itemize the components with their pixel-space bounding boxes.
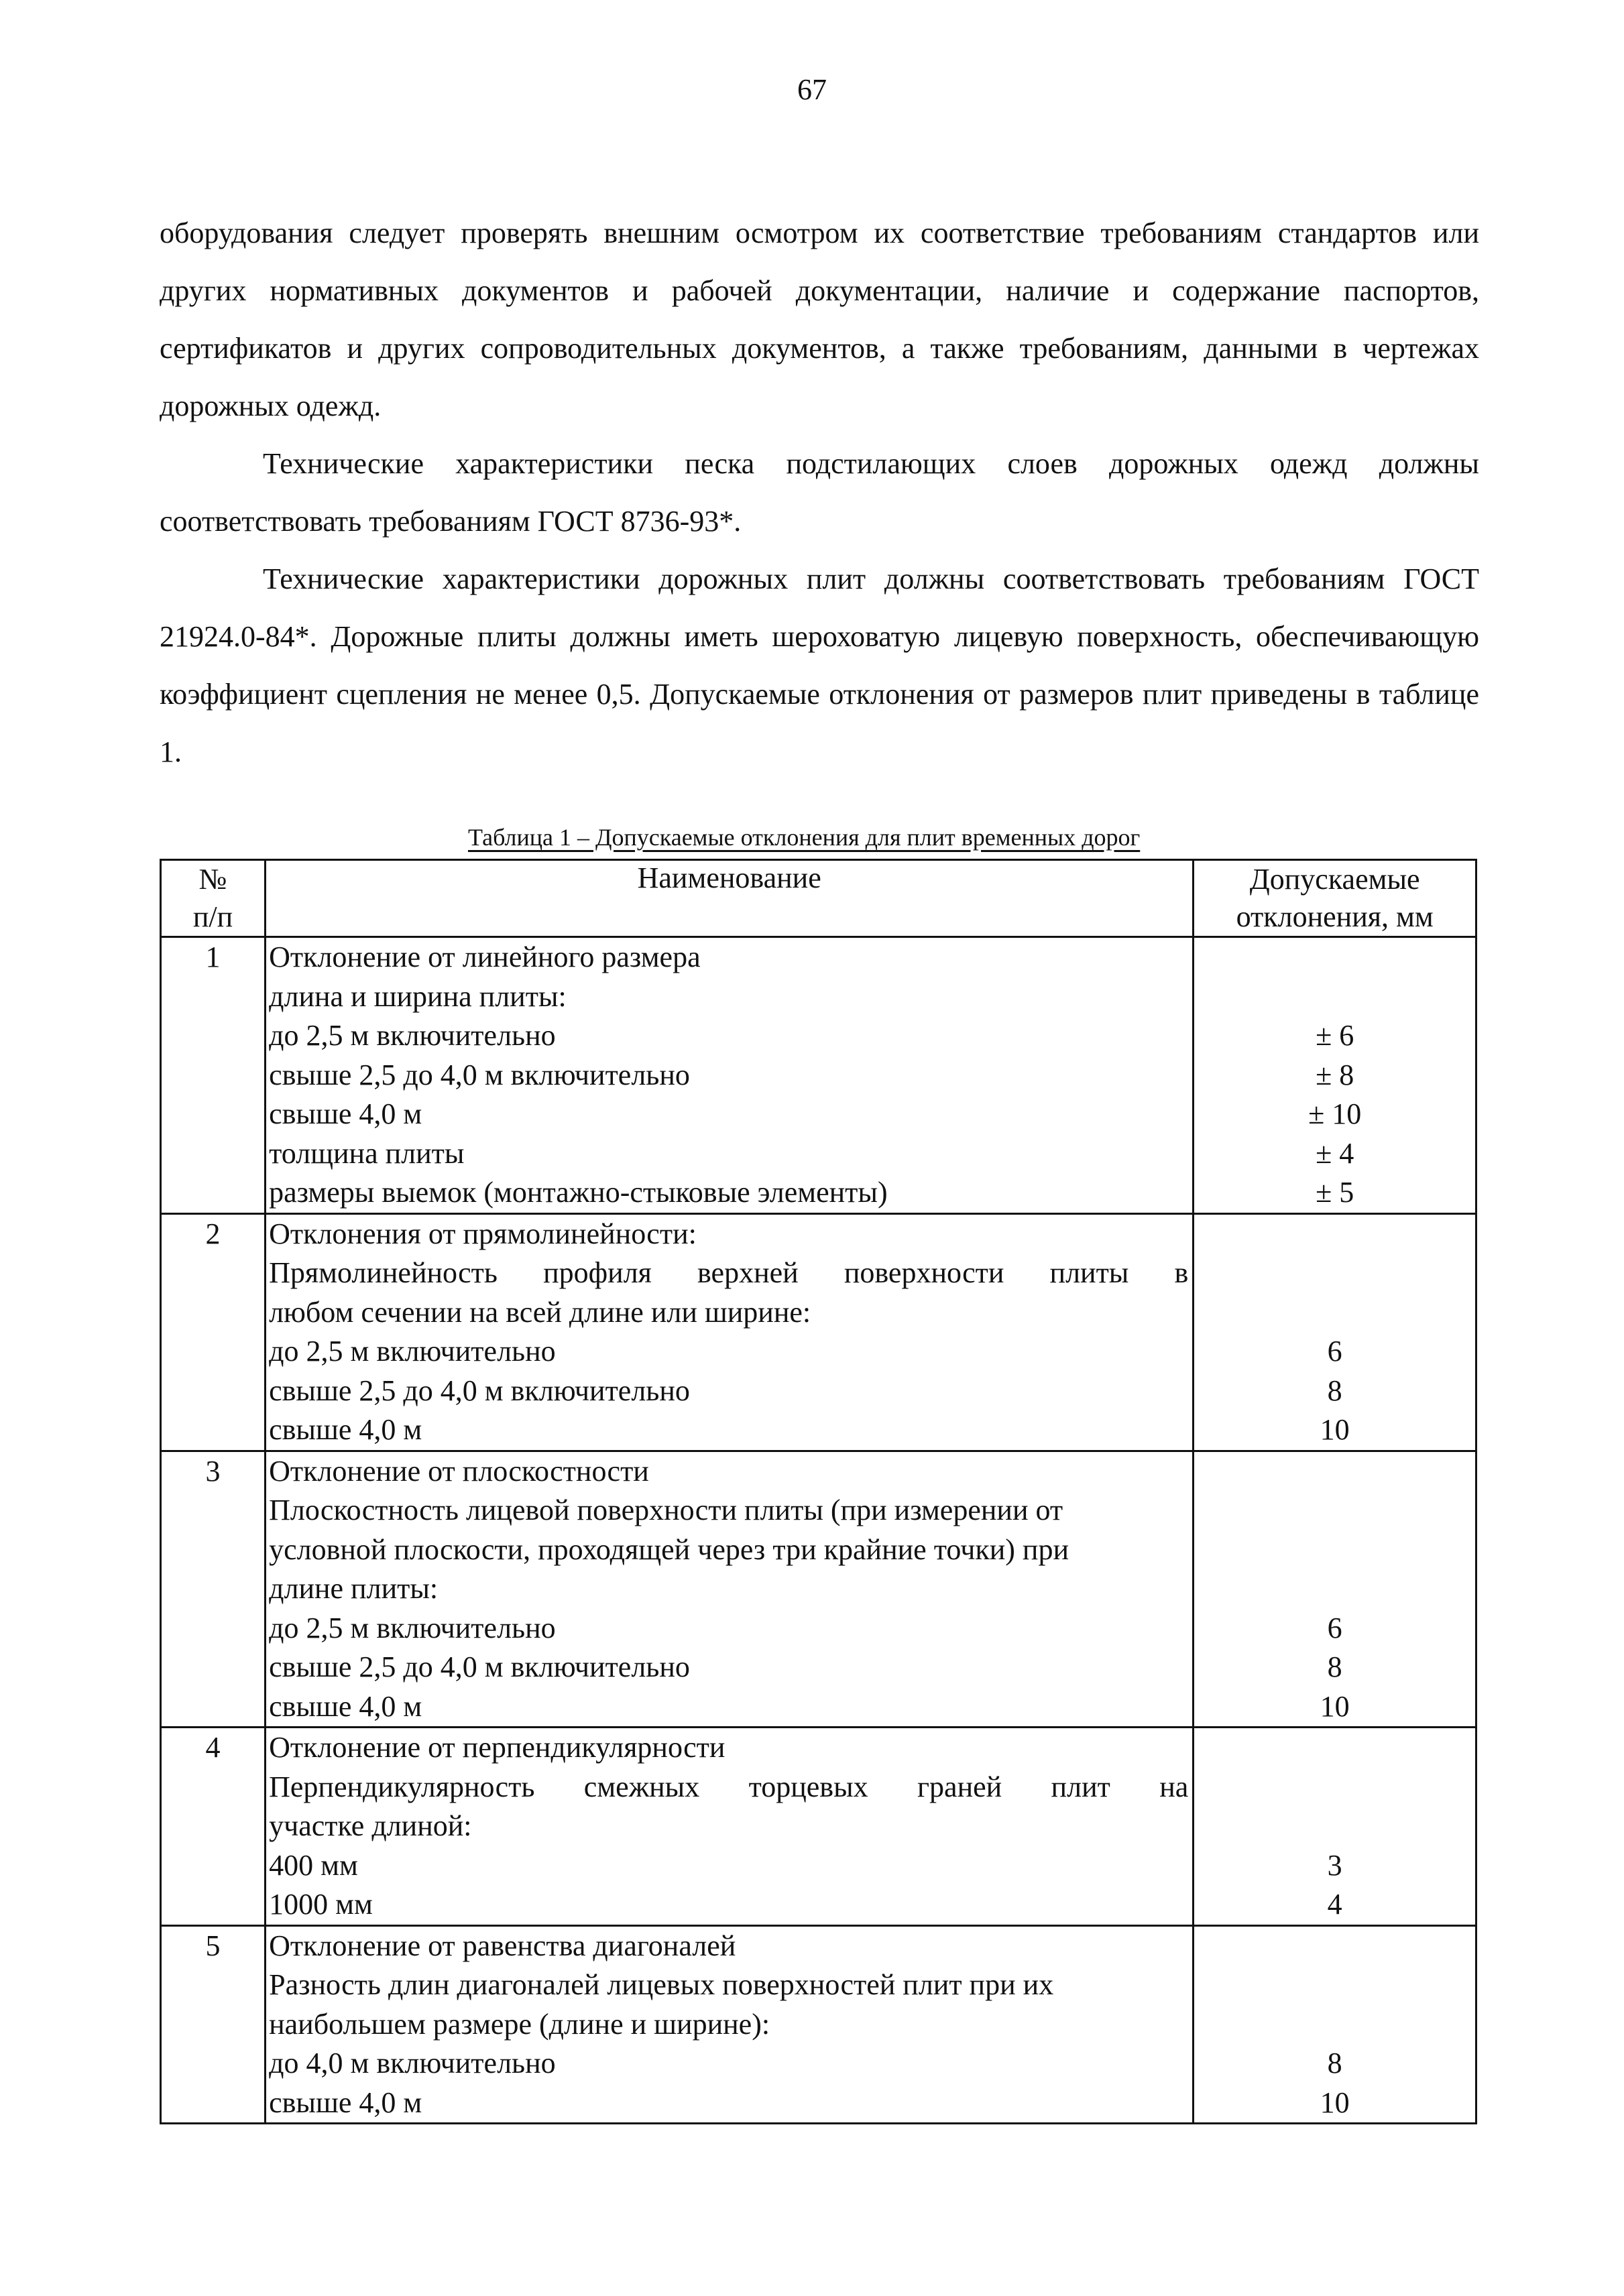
row-name-line: свыше 4,0 м: [269, 1689, 422, 1723]
row-value-line: [1194, 1491, 1475, 1530]
header-number-line1: №: [198, 863, 227, 896]
row-number: 3: [161, 1451, 266, 1728]
row-name-line: свыше 2,5 до 4,0 м включительно: [269, 1374, 690, 1407]
table-caption: Таблица 1 – Допускаемые отклонения для плит временных дорог: [468, 824, 1141, 851]
row-value-line: ± 5: [1316, 1176, 1354, 1209]
row-name-line: Прямолинейность профиля верхней поверхности плиты в: [269, 1256, 1189, 1289]
row-value-line: ± 8: [1316, 1058, 1354, 1091]
row-value-line: ± 4: [1316, 1136, 1354, 1170]
row-name-line: толщина плиты: [269, 1136, 465, 1170]
row-number: 5: [161, 1925, 266, 2124]
table-header-row: [161, 860, 1476, 937]
row-value-line: 10: [1320, 2086, 1350, 2119]
row-name-line: любом сечении на всей длине или ширине:: [269, 1295, 811, 1329]
row-value-line: 10: [1320, 1413, 1350, 1446]
row-name-line: Отклонение от равенства диагоналей: [269, 1929, 736, 1962]
row-value-cell: [1194, 1451, 1476, 1728]
paragraph: Технические характеристики дорожных плит должны соответствовать требованиям ГОСТ 21924.0-84*. Дорожные плиты должны иметь шероховатую лицевую поверхность, обеспечивающую коэффициент сцепления не менее 0,5. Допускаемые отклонения от размеров плит приведены в таблице 1.: [160, 562, 1479, 768]
header-value: [1194, 860, 1476, 937]
row-value-line: [1194, 1254, 1475, 1293]
row-value-line: 8: [1327, 1650, 1342, 1683]
row-name-line: до 4,0 м включительно: [269, 2047, 556, 2079]
row-name-line: Плоскостность лицевой поверхности плиты (при измерении от: [269, 1494, 1063, 1526]
row-name-line: участке длиной:: [269, 1809, 472, 1842]
row-name-cell: [266, 1213, 1194, 1451]
row-value-line: 6: [1327, 1335, 1342, 1368]
row-name-line: Перпендикулярность смежных торцевых граней плит на: [269, 1770, 1189, 1803]
row-value-line: [1194, 1569, 1475, 1609]
row-name-line: Отклонения от прямолинейности:: [269, 1217, 697, 1250]
header-number: [161, 860, 266, 937]
table-row: [161, 1213, 1476, 1451]
deviations-table: [160, 859, 1477, 2124]
row-value-line: [1194, 1293, 1475, 1333]
row-name-line: наибольшем размере (длине и ширине):: [269, 2007, 770, 2041]
paragraph: оборудования следует проверять внешним осмотром их соответствие требованиям стандартов или других нормативных документов и рабочей документации, наличие и содержание паспортов, сертификатов и других сопроводительных документов, а также требованиям, данными в чертежах дорожных одежд.: [160, 217, 1479, 422]
row-name-line: до 2,5 м включительно: [269, 1019, 556, 1052]
row-value-line: 10: [1320, 1689, 1350, 1723]
row-name-line: 400 мм: [269, 1848, 358, 1882]
row-name-line: длине плиты:: [269, 1572, 439, 1605]
row-name-cell: [266, 937, 1194, 1214]
paragraph: Технические характеристики песка подстилающих слоев дорожных одежд должны соответствовать требованиям ГОСТ 8736-93*.: [160, 447, 1479, 538]
row-number: 4: [161, 1728, 266, 1926]
row-name-line: длина и ширина плиты:: [269, 979, 567, 1013]
row-name-line: свыше 2,5 до 4,0 м включительно: [269, 1058, 690, 1091]
row-name-line: условной плоскости, проходящей через три крайние точки) при: [269, 1532, 1069, 1566]
row-value-line: [1194, 1452, 1475, 1492]
table-row: [161, 1925, 1476, 2124]
row-value-line: [1194, 977, 1475, 1017]
page-number: 67: [797, 73, 827, 106]
row-name-line: 1000 мм: [269, 1888, 373, 1921]
row-name-cell: [266, 1728, 1194, 1926]
header-value-line2: отклонения, мм: [1236, 900, 1434, 933]
row-value-line: [1194, 1768, 1475, 1807]
header-value-line1: Допускаемые: [1249, 863, 1420, 896]
row-value-line: ± 6: [1316, 1019, 1354, 1052]
row-name-line: Отклонение от перпендикулярности: [269, 1731, 726, 1764]
row-name-cell: [266, 1925, 1194, 2124]
row-value-line: [1194, 1728, 1475, 1768]
row-name-cell: [266, 1451, 1194, 1728]
row-value-line: 8: [1327, 1374, 1342, 1407]
row-name-line: Отклонение от линейного размера: [269, 941, 701, 973]
row-value-line: ± 10: [1308, 1097, 1362, 1130]
row-number: 2: [161, 1213, 266, 1451]
row-name-line: свыше 2,5 до 4,0 м включительно: [269, 1650, 690, 1683]
row-value-line: [1194, 2005, 1475, 2045]
row-name-line: Разность длин диагоналей лицевых поверхностей плит при их: [269, 1968, 1054, 2001]
row-value-line: [1194, 1807, 1475, 1846]
table-row: [161, 1451, 1476, 1728]
row-value-line: [1194, 1215, 1475, 1254]
row-name-line: до 2,5 м включительно: [269, 1335, 556, 1368]
row-number: 1: [161, 937, 266, 1214]
row-value-line: [1194, 1966, 1475, 2005]
row-value-cell: [1194, 937, 1476, 1214]
table-body: [161, 937, 1476, 2124]
row-name-line: свыше 4,0 м: [269, 1097, 422, 1130]
row-value-cell: [1194, 1213, 1476, 1451]
table-row: [161, 937, 1476, 1214]
row-value-line: 6: [1327, 1611, 1342, 1644]
row-value-line: [1194, 938, 1475, 977]
row-value-line: 3: [1327, 1848, 1342, 1882]
row-value-line: [1194, 1927, 1475, 1966]
row-value-cell: [1194, 1925, 1476, 2124]
row-name-line: свыше 4,0 м: [269, 2086, 422, 2119]
header-number-line2: п/п: [192, 900, 233, 933]
body-text: [160, 204, 1479, 781]
row-value-cell: [1194, 1728, 1476, 1926]
row-name-line: Отклонение от плоскостности: [269, 1454, 649, 1488]
table-row: [161, 1728, 1476, 1926]
row-name-line: размеры выемок (монтажно-стыковые элементы): [269, 1176, 888, 1209]
header-name: Наименование: [266, 860, 1194, 937]
row-name-line: до 2,5 м включительно: [269, 1611, 556, 1644]
row-value-line: [1194, 1530, 1475, 1570]
row-value-line: 8: [1327, 2047, 1342, 2079]
row-name-line: свыше 4,0 м: [269, 1413, 422, 1446]
row-value-line: 4: [1327, 1888, 1342, 1921]
